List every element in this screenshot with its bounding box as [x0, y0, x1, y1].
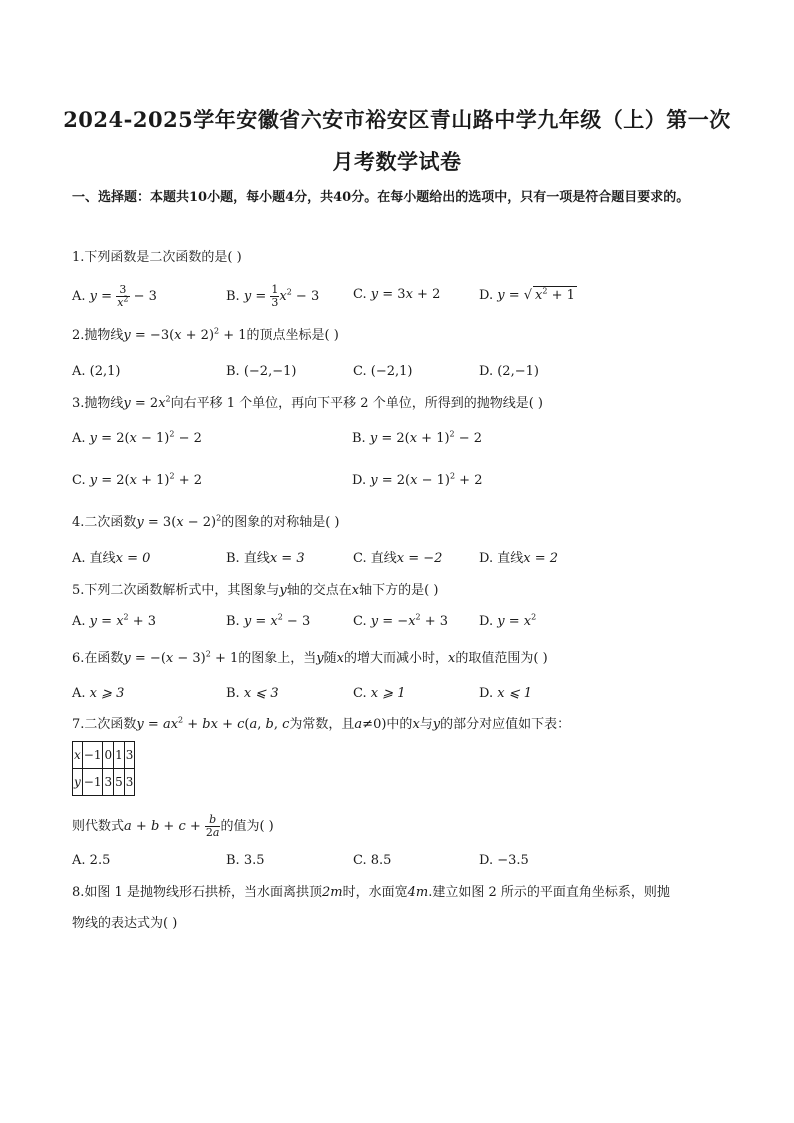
- question-7-ask: 则代数式a + b + c + $\frac{b}{2a}$ 的值为( ): [72, 813, 274, 839]
- question-6-stem: 6.在函数$y = -(x - 3)^2 + 1$的图象上，当y随x的增大而减小时，x的取值范围为( ): [72, 649, 548, 666]
- q4-option-d: D. 直线x = 2: [479, 551, 558, 566]
- section-instructions: 一、选择题：本题共10小题，每小题4分，共40分。在每小题给出的选项中，只有一项是符合题目要求的。: [72, 190, 690, 205]
- q4-option-c: C. 直线x = −2: [353, 551, 443, 566]
- values-table: [72, 741, 135, 796]
- q3-option-d: D. $y = 2(x - 1)^2 + 2$: [352, 471, 483, 488]
- table-row: [73, 769, 135, 796]
- table-cell: 3: [124, 769, 135, 796]
- exam-title-line1: 2024-2025学年安徽省六安市裕安区青山路中学九年级（上）第一次: [63, 107, 731, 132]
- q6-option-b: B. x ⩽ 3: [226, 686, 279, 701]
- q1-option-b: B. y = $\frac{1}{3}$ $x^2 - 3$: [226, 283, 320, 309]
- q6-option-a: A. x ⩾ 3: [72, 686, 125, 701]
- question-5-stem: 5.下列二次函数解析式中，其图象与y轴的交点在x轴下方的是( ): [72, 583, 439, 598]
- table-cell: y: [73, 769, 83, 796]
- table-cell: x: [73, 742, 83, 769]
- q1-option-a: A. y = $\frac{3}{x^2}$ − 3: [72, 283, 157, 309]
- q2-option-d: D. (2,−1): [479, 364, 539, 379]
- q2-option-a: A. (2,1): [72, 364, 121, 379]
- question-8-line1: 8.如图 1 是抛物线形石拱桥，当水面离拱顶2m时，水面宽4m.建立如图 2 所示的平面直角坐标系，则抛: [72, 885, 670, 900]
- q3-option-c: C. $y = 2(x + 1)^2 + 2$: [72, 471, 202, 488]
- question-3-stem: 3.抛物线$y = 2x^2$向右平移 1 个单位，再向下平移 2 个单位，所得到的抛物线是( ): [72, 394, 543, 411]
- q5-option-a: A. $y = x^2 + 3$: [72, 612, 157, 629]
- q3-option-a: A. $y = 2(x - 1)^2 - 2$: [72, 429, 202, 446]
- question-1-stem: 1.下列函数是二次函数的是( ): [72, 250, 242, 265]
- q7-option-d: D. −3.5: [479, 853, 529, 868]
- q2-option-b: B. (−2,−1): [226, 364, 297, 379]
- q2-option-c: C. (−2,1): [353, 364, 413, 379]
- q6-option-c: C. x ⩾ 1: [353, 686, 406, 701]
- q7-option-a: A. 2.5: [72, 853, 111, 868]
- table-cell: 3: [103, 769, 114, 796]
- table-cell: 1: [114, 742, 125, 769]
- q4-option-a: A. 直线x = 0: [72, 551, 151, 566]
- q1-option-c: C. y = 3x + 2: [353, 287, 441, 302]
- q3-option-b: B. $y = 2(x + 1)^2 - 2$: [352, 429, 483, 446]
- table-cell: −1: [82, 742, 103, 769]
- q6-option-d: D. x ⩽ 1: [479, 686, 532, 701]
- q7-option-b: B. 3.5: [226, 853, 265, 868]
- question-4-stem: 4.二次函数$y = 3(x - 2)^2$的图象的对称轴是( ): [72, 513, 340, 530]
- table-cell: 3: [124, 742, 135, 769]
- question-8-line2: 物线的表达式为( ): [72, 916, 178, 931]
- q5-option-c: C. $y = -x^2 + 3$: [353, 612, 449, 629]
- q4-option-b: B. 直线x = 3: [226, 551, 305, 566]
- table-row: [73, 742, 135, 769]
- q5-option-d: D. $y = x^2$: [479, 612, 537, 629]
- table-cell: 0: [103, 742, 114, 769]
- table-cell: 5: [114, 769, 125, 796]
- q1-option-d: D. y = √ $x^2 + 1$: [479, 286, 575, 303]
- q5-option-b: B. $y = x^2 - 3$: [226, 612, 311, 629]
- question-2-stem: 2.抛物线$y = -3(x + 2)^2 + 1$的顶点坐标是( ): [72, 326, 339, 343]
- table-cell: −1: [82, 769, 103, 796]
- exam-title-line2: 月考数学试卷: [332, 149, 462, 174]
- q7-option-c: C. 8.5: [353, 853, 392, 868]
- question-7-stem: 7.二次函数$y = ax^2$ + bx + c(a, b, c为常数，且a≠0)中的x与y的部分对应值如下表：: [72, 715, 571, 732]
